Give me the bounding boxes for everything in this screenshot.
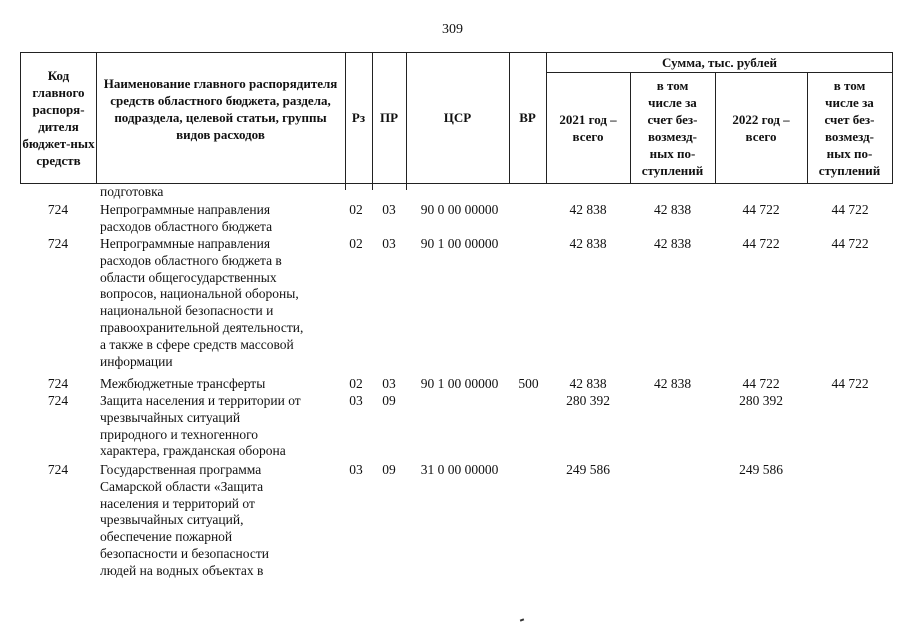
column-tick bbox=[406, 183, 407, 190]
cell-2021-total: 42 838 bbox=[569, 376, 607, 391]
header-name: Наименование главного распорядителя средств областного бюджета, раздела, подраздела, целевой статьи, группы видов расходов bbox=[103, 75, 338, 142]
cell-2022-total: 44 722 bbox=[742, 236, 780, 251]
cell-name: Государственная программа Самарской области «Защита населения и территорий от чрезвычайных ситуаций, обеспечение пожарной безопасности и безопасности людей на водных объектах в bbox=[100, 462, 269, 578]
cell-2021-gratuitous: 42 838 bbox=[653, 236, 692, 251]
cell-2021-gratuitous: 42 838 bbox=[653, 376, 692, 391]
page-number: 309 bbox=[442, 22, 463, 37]
header-csr: ЦСР bbox=[443, 110, 472, 125]
header-2021-gratuitous: в том числе за счет без-возмезд-ных по-ступлений bbox=[641, 77, 704, 178]
cell-csr: 90 1 00 00000 bbox=[420, 236, 499, 251]
cell-vr: 500 bbox=[518, 376, 539, 391]
cell-code: 724 bbox=[47, 202, 69, 217]
cell-code: 724 bbox=[47, 236, 69, 251]
header-2022-gratuitous: в том числе за счет без-возмезд-ных по-ступлений bbox=[818, 77, 881, 178]
cell-pr: 09 bbox=[382, 462, 396, 477]
column-tick bbox=[372, 183, 373, 190]
cell-name: Непрограммные направления расходов областного бюджета в области общегосударственных вопросов, национальной обороны, национальной безопасности и правоохранительной деятельности, а также в сфере средств массовой информации bbox=[100, 236, 304, 369]
cell-pr: 09 bbox=[382, 393, 396, 408]
header-2022-total: 2022 год – всего bbox=[732, 111, 790, 144]
cell-2021-total: 249 586 bbox=[566, 462, 610, 477]
cell-name: подготовка bbox=[100, 184, 164, 199]
scan-speck bbox=[520, 618, 524, 621]
header-2021-total: 2021 год – всего bbox=[559, 111, 617, 144]
cell-pr: 03 bbox=[382, 202, 396, 217]
cell-2022-gratuitous: 44 722 bbox=[831, 236, 869, 251]
column-tick bbox=[345, 183, 346, 190]
cell-rz: 02 bbox=[349, 236, 363, 251]
cell-code: 724 bbox=[47, 462, 69, 477]
table-header bbox=[20, 52, 893, 183]
col-divider bbox=[96, 52, 97, 183]
cell-pr: 03 bbox=[382, 376, 396, 391]
header-vr: ВР bbox=[519, 110, 536, 125]
cell-rz: 03 bbox=[349, 462, 363, 477]
cell-2021-total: 42 838 bbox=[569, 236, 607, 251]
cell-csr: 90 0 00 00000 bbox=[420, 202, 499, 217]
cell-2022-total: 44 722 bbox=[742, 202, 780, 217]
cell-name: Межбюджетные трансферты bbox=[100, 376, 266, 391]
header-sum: Сумма, тыс. рублей bbox=[662, 54, 777, 70]
cell-code: 724 bbox=[47, 393, 69, 408]
header-pr: ПР bbox=[379, 110, 399, 125]
cell-csr: 90 1 00 00000 bbox=[420, 376, 499, 391]
header-code: Код главного распоря-дителя бюджет-ных средств bbox=[22, 67, 95, 168]
cell-2021-total: 280 392 bbox=[566, 393, 610, 408]
cell-csr: 31 0 00 00000 bbox=[420, 462, 499, 477]
cell-2022-total: 280 392 bbox=[739, 393, 783, 408]
cell-2022-total: 44 722 bbox=[742, 376, 780, 391]
cell-2022-total: 249 586 bbox=[739, 462, 783, 477]
cell-rz: 03 bbox=[349, 393, 363, 408]
cell-2021-gratuitous: 42 838 bbox=[653, 202, 692, 217]
cell-name: Защита населения и территории от чрезвычайных ситуаций природного и техногенного характера, гражданская оборона bbox=[100, 393, 301, 459]
cell-2021-total: 42 838 bbox=[569, 202, 607, 217]
cell-rz: 02 bbox=[349, 202, 363, 217]
cell-name: Непрограммные направления расходов областного бюджета bbox=[100, 202, 273, 234]
cell-2022-gratuitous: 44 722 bbox=[831, 376, 869, 391]
cell-2022-gratuitous: 44 722 bbox=[831, 202, 869, 217]
cell-pr: 03 bbox=[382, 236, 396, 251]
cell-code: 724 bbox=[47, 376, 69, 391]
cell-rz: 02 bbox=[349, 376, 363, 391]
header-rz: Рз bbox=[351, 110, 366, 125]
